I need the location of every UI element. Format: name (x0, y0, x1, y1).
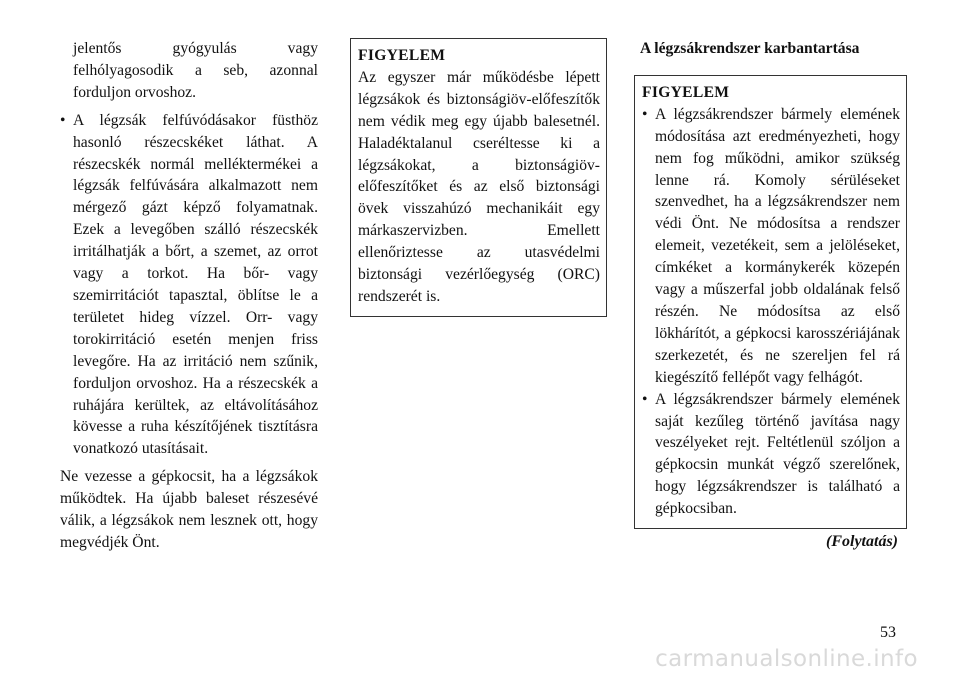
do-not-drive-paragraph: Ne vezesse a gépkocsit, ha a légzsákok működtek. Ha újabb baleset részesévé válik, a légzsákok nem lesznek ott, hogy megvédjék Önt. (60, 468, 318, 551)
page-number: 53 (880, 624, 896, 641)
particles-bullet: • A légzsák felfúvódásakor füsthöz hasonló részecskéket láthat. A részecskék normál melléktermékei a légzsák felfúvására alkalmazott nem mérgező gázt képző folyamatnak. Ezek a levegőben szálló részecskék irritálhatják a bőrt, a szemet, az orrot vagy a torkot. Ha bőr- vagy szemirritációt tapasztal, öblítse le a területet hideg vízzel. Orr- vagy torokirritáció esetén menjen friss levegőre. Ha az irritáció nem szűnik, forduljon orvoshoz. Ha a részecskék a ruhájára kerültek, az eltávolításához kövesse a ruha készítőjének tisztításra vonatkozó utasításait. (60, 110, 318, 461)
continued-label: (Folytatás) (826, 533, 898, 551)
repair-warning-bullet: • A légzsákrendszer bármely elemének saját kezűleg történő javítása nagy veszélyeket rejt. Feltétlenül szóljon a gépkocsin munkát végző szerelőnek, hogy légzsákrendszer is található a gépkocsiban. (642, 389, 900, 520)
section-heading: A légzsákrendszer karbantartása (640, 40, 860, 57)
middle-column (350, 38, 607, 317)
warning-title-2: FIGYELEM (642, 83, 730, 101)
right-column (640, 38, 898, 553)
warning-box-1 (350, 38, 607, 317)
modification-warning-bullet: • A légzsákrendszer bármely elemének módosítása azt eredményezheti, hogy nem fog működni, amikor szükség lenne rá. Komoly sérüléseket szenvedhet, ha a légzsákrendszer nem védi Önt. Ne módosítsa a rendszer elemeit, vezetékeit, sem a jelöléseket, címkéket a kormánykerék közepén vagy a műszerfal jobb oldalának felső részén. Ne módosítsa az első lökhárítót, a gépkocsi karosszériájának szerkezetét, és ne szereljen fel rá kiegészítő fellépőt vagy felhágót. (642, 104, 900, 389)
left-column (60, 38, 318, 554)
continued-bullet-text: jelentős gyógyulás vagy felhólyagosodik a seb, azonnal forduljon orvoshoz. (73, 40, 318, 101)
warning-text: Az egyszer már működésbe lépett légzsákok és biztonságiöv-előfeszítők nem védik meg egy újabb balesetnél. Haladéktalanul cseréltesse ki a légzsákokat, a biztonságiöv-előfeszítőket és az első biztonsági övek visszahúzó mechanikáit egy márkaszervizben. Emellett ellenőriztesse az utasvédelmi biztonsági vezérlőegység (ORC) rendszerét is. (358, 68, 600, 305)
warning-title: FIGYELEM (358, 47, 446, 64)
watermark-text: carmanualsonline.info (655, 646, 918, 672)
warning-box-2 (634, 75, 907, 529)
